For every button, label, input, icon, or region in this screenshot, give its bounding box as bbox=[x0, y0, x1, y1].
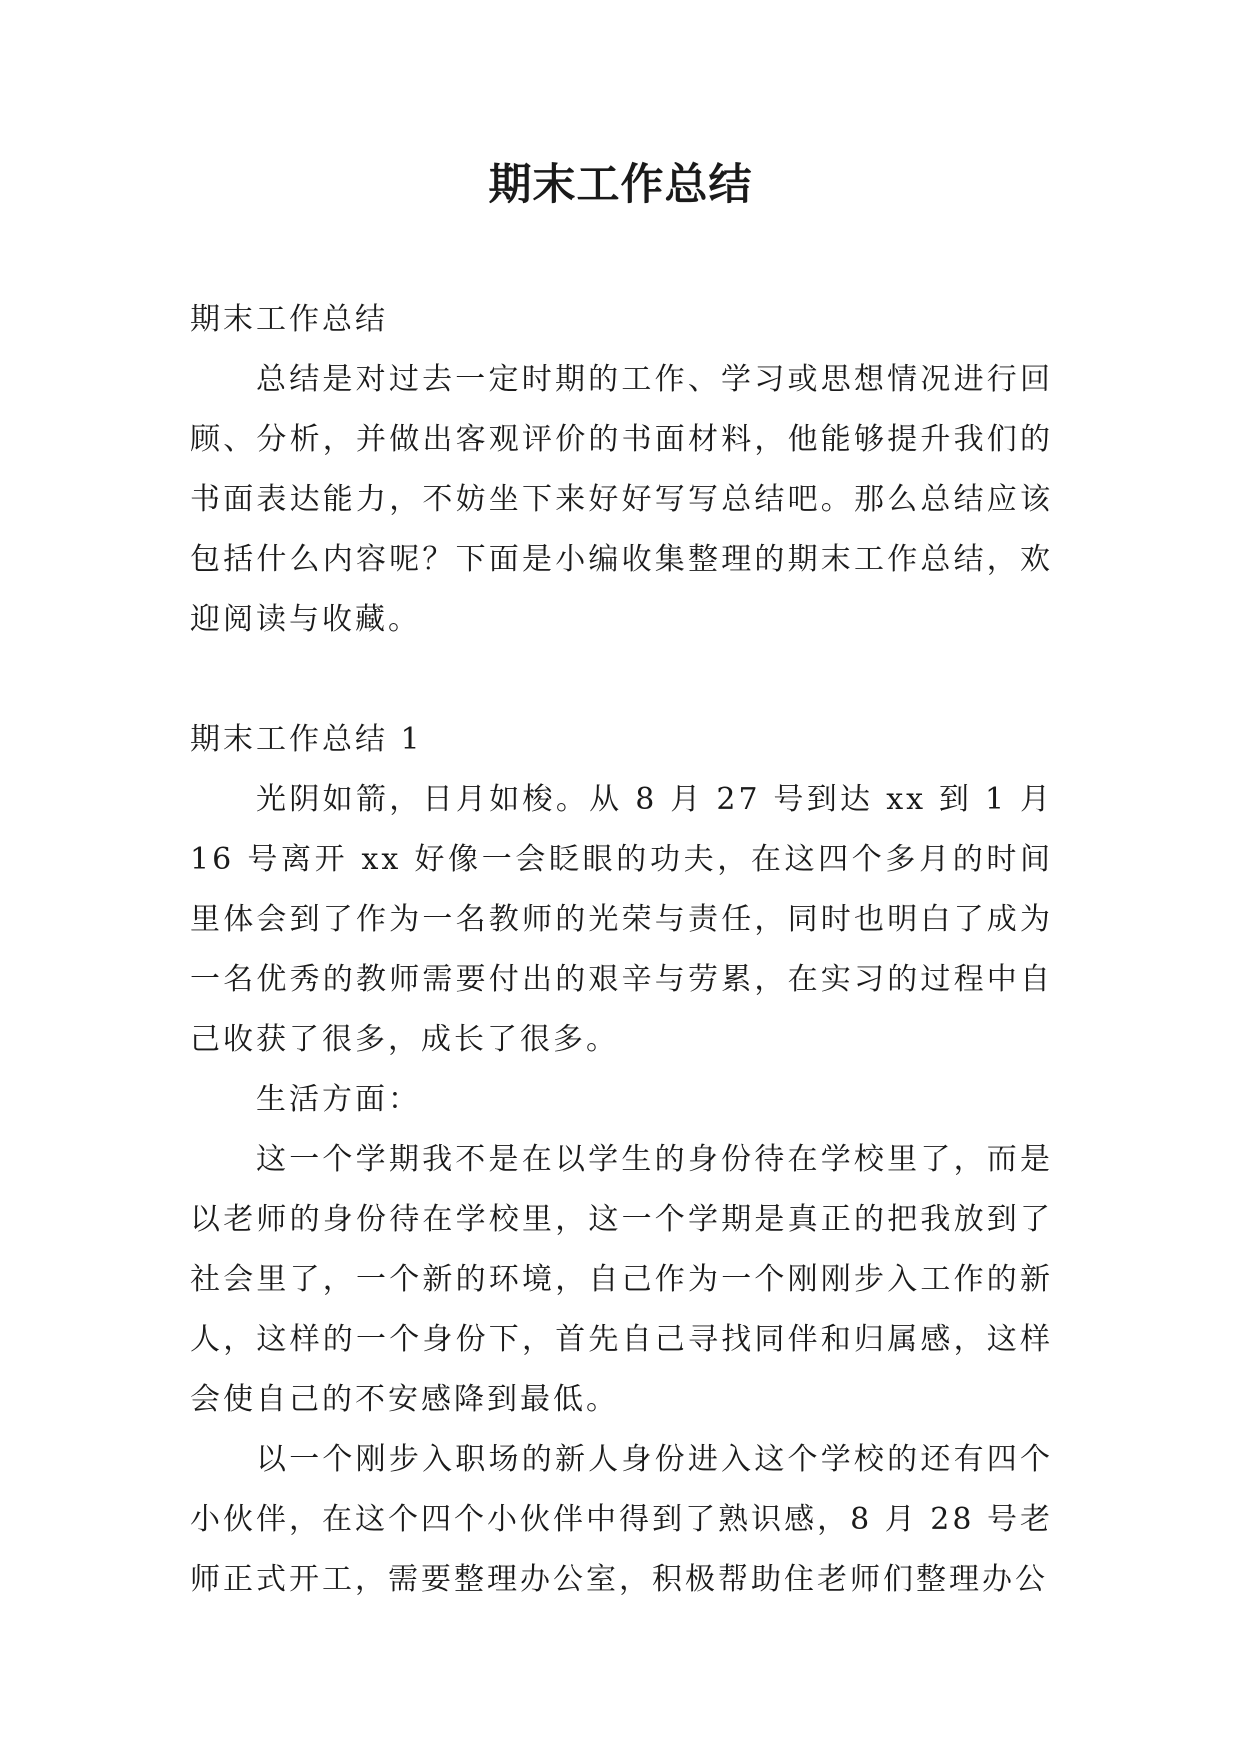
intro-heading: 期末工作总结 bbox=[190, 302, 388, 337]
document-body bbox=[190, 290, 1053, 1610]
section-1-paragraph: 以一个刚步入职场的新人身份进入这个学校的还有四个小伙伴，在这个四个小伙伴中得到了熟识感，8 月 28 号老师正式开工，需要整理办公室，积极帮助住老师们整理办公 bbox=[190, 1442, 1053, 1597]
section-1-paragraph: 光阴如箭，日月如梭。从 8 月 27 号到达 xx 到 1 月 16 号离开 xx 好像一会眨眼的功夫，在这四个多月的时间里体会到了作为一名教师的光荣与责任，同时也明白了成为一名优秀的教师需要付出的艰辛与劳累，在实习的过程中自己收获了很多，成长了很多。 bbox=[190, 782, 1053, 1057]
section-spacer bbox=[190, 650, 1053, 710]
life-aspect-heading: 生活方面： bbox=[256, 1082, 421, 1117]
document-title: 期末工作总结 bbox=[488, 160, 753, 210]
intro-paragraph: 总结是对过去一定时期的工作、学习或思想情况进行回顾、分析，并做出客观评价的书面材料，他能够提升我们的书面表达能力，不妨坐下来好好写写总结吧。那么总结应该包括什么内容呢？下面是小编收集整理的期末工作总结，欢迎阅读与收藏。 bbox=[190, 362, 1053, 637]
section-1-heading: 期末工作总结 1 bbox=[190, 722, 423, 757]
section-1-paragraph: 这一个学期我不是在以学生的身份待在学校里了，而是以老师的身份待在学校里，这一个学期是真正的把我放到了社会里了，一个新的环境，自己作为一个刚刚步入工作的新人，这样的一个身份下，首先自己寻找同伴和归属感，这样会使自己的不安感降到最低。 bbox=[190, 1142, 1053, 1417]
